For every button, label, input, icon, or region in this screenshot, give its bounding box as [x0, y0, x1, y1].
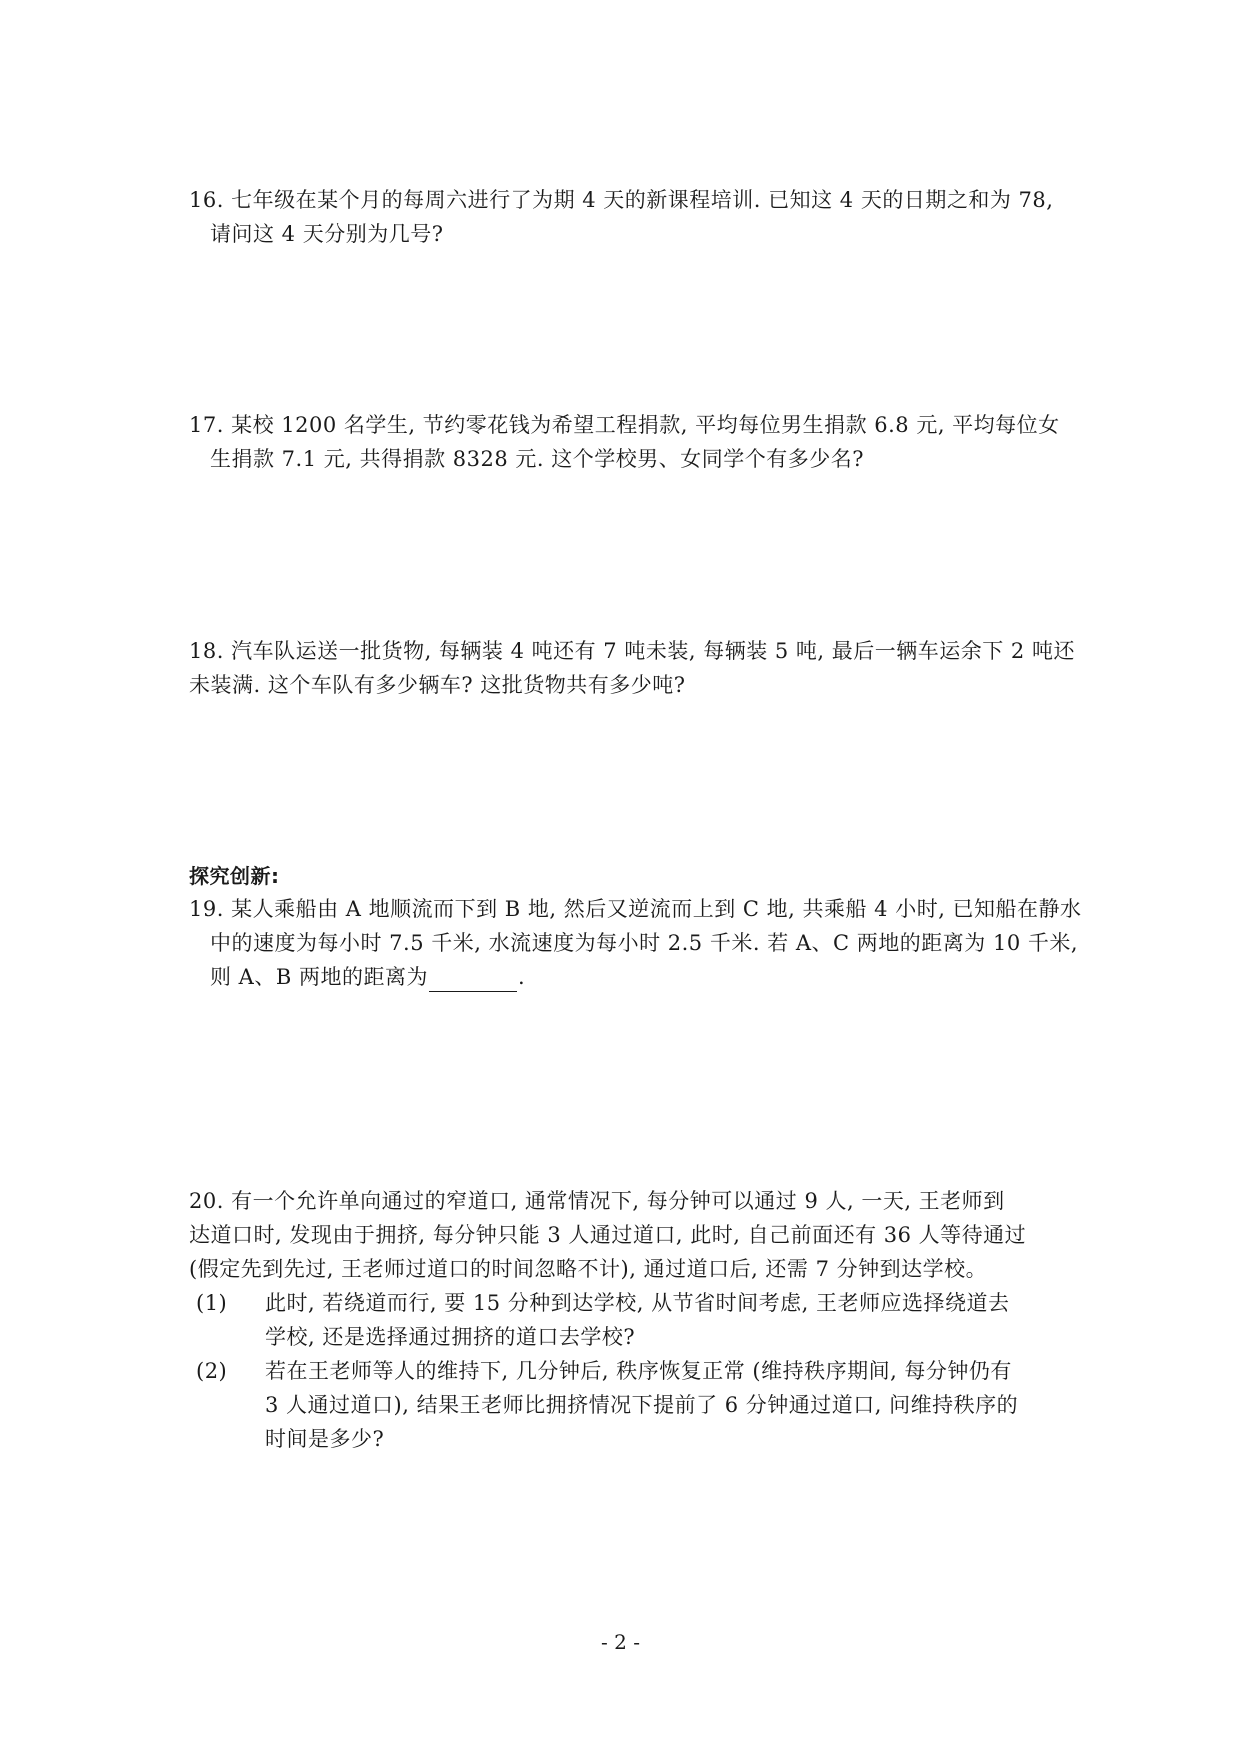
problem-19-line-3-end: . [517, 965, 526, 989]
problem-17-line-1: 17. 某校 1200 名学生, 节约零花钱为希望工程捐款, 平均每位男生捐款 6.8 元, 平均每位女 [189, 413, 1060, 437]
problem-18-line-1: 18. 汽车队运送一批货物, 每辆装 4 吨还有 7 吨未装, 每辆装 5 吨, 最后一辆车运余下 2 吨还 [189, 639, 1075, 663]
section-heading: 探究创新: [189, 864, 280, 888]
problem-19-line-3-text: 则 A、B 两地的距离为 [210, 965, 428, 989]
problem-20-line-2: 达道口时, 发现由于拥挤, 每分钟只能 3 人通过道口, 此时, 自己前面还有 36 人等待通过 [189, 1223, 1027, 1247]
sub-question-2-line-2: 3 人通过道口), 结果王老师比拥挤情况下提前了 6 分钟通过道口, 问维持秩序的 [265, 1393, 1019, 1417]
sub-question-2-marker: (2) [196, 1359, 228, 1383]
sub-question-2-line-3: 时间是多少? [265, 1427, 385, 1451]
problem-20-line-3: (假定先到先过, 王老师过道口的时间忽略不计), 通过道口后, 还需 7 分钟到达学校。 [189, 1257, 988, 1281]
problem-19-line-2: 中的速度为每小时 7.5 千米, 水流速度为每小时 2.5 千米. 若 A、C 两地的距离为 10 千米, [210, 931, 1079, 955]
problem-16-line-2: 请问这 4 天分别为几号? [210, 222, 444, 246]
problem-19-line-3 [210, 962, 525, 992]
page-number: - 2 - [601, 1630, 640, 1654]
sub-question-1-line-2: 学校, 还是选择通过拥挤的道口去学校? [265, 1325, 636, 1349]
sub-question-2-line-1: 若在王老师等人的维持下, 几分钟后, 秩序恢复正常 (维持秩序期间, 每分钟仍有 [265, 1359, 1012, 1383]
answer-blank[interactable] [429, 969, 517, 992]
sub-question-1-marker: (1) [196, 1291, 228, 1315]
sub-question-1-line-1: 此时, 若绕道而行, 要 15 分种到达学校, 从节省时间考虑, 王老师应选择绕道去 [265, 1291, 1010, 1315]
problem-19-line-1: 19. 某人乘船由 A 地顺流而下到 B 地, 然后又逆流而上到 C 地, 共乘船 4 小时, 已知船在静水 [189, 897, 1082, 921]
problem-17-line-2: 生捐款 7.1 元, 共得捐款 8328 元. 这个学校男、女同学个有多少名? [210, 447, 864, 471]
problem-16-line-1: 16. 七年级在某个月的每周六进行了为期 4 天的新课程培训. 已知这 4 天的日期之和为 78, [189, 188, 1054, 212]
problem-18-line-2: 未装满. 这个车队有多少辆车? 这批货物共有多少吨? [189, 673, 686, 697]
problem-20-line-1: 20. 有一个允许单向通过的窄道口, 通常情况下, 每分钟可以通过 9 人, 一天, 王老师到 [189, 1189, 1005, 1213]
